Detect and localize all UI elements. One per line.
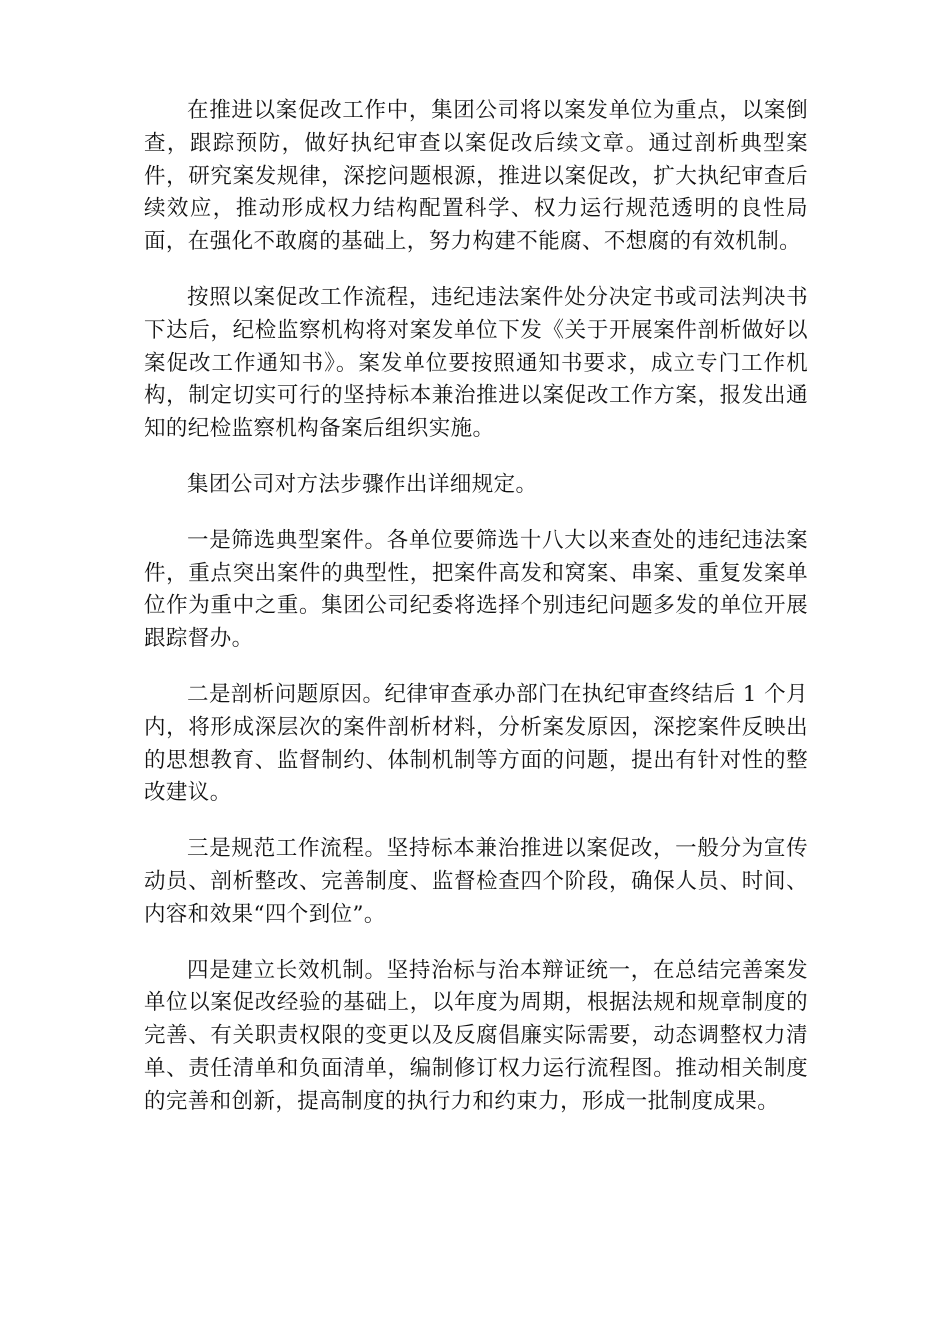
paragraph-step-three: 三是规范工作流程。坚持标本兼治推进以案促改，一般分为宣传动员、剖析整改、完善制度、监督检查四个阶段，确保人员、时间、内容和效果“四个到位”。 (144, 836, 808, 927)
paragraph-workflow: 按照以案促改工作流程，违纪违法案件处分决定书或司法判决书下达后，纪检监察机构将对案发单位下发《关于开展案件剖析做好以案促改工作通知书》。案发单位要按照通知书要求，成立专门工作机构，制定切实可行的坚持标本兼治推进以案促改工作方案，报发出通知的纪检监察机构备案后组织实施。 (144, 284, 808, 442)
paragraph-intro: 在推进以案促改工作中，集团公司将以案发单位为重点，以案倒查，跟踪预防，做好执纪审查以案促改后续文章。通过剖析典型案件，研究案发规律，深挖问题根源，推进以案促改，扩大执纪审查后续效应，推动形成权力结构配置科学、权力运行规范透明的良性局面，在强化不敢腐的基础上，努力构建不能腐、不想腐的有效机制。 (144, 98, 808, 255)
document-body (144, 95, 808, 1142)
paragraph-method-summary: 集团公司对方法步骤作出详细规定。 (187, 471, 538, 497)
paragraph-step-four: 四是建立长效机制。坚持治标与治本辩证统一，在总结完善案发单位以案促改经验的基础上，以年度为周期，根据法规和规章制度的完善、有关职责权限的变更以及反腐倡廉实际需要，动态调整权力清单、责任清单和负面清单，编制修订权力运行流程图。推动相关制度的完善和创新，提高制度的执行力和约束力，形成一批制度成果。 (144, 957, 808, 1114)
paragraph-step-one: 一是筛选典型案件。各单位要筛选十八大以来查处的违纪违法案件，重点突出案件的典型性，把案件高发和窝案、串案、重复发案单位作为重中之重。集团公司纪委将选择个别违纪问题多发的单位开展跟踪督办。 (144, 527, 808, 652)
paragraph-step-two: 二是剖析问题原因。纪律审查承办部门在执纪审查终结后 1 个月内，将形成深层次的案件剖析材料，分析案发原因，深挖案件反映出的思想教育、监督制约、体制机制等方面的问题，提出有针对性的整改建议。 (144, 681, 808, 806)
